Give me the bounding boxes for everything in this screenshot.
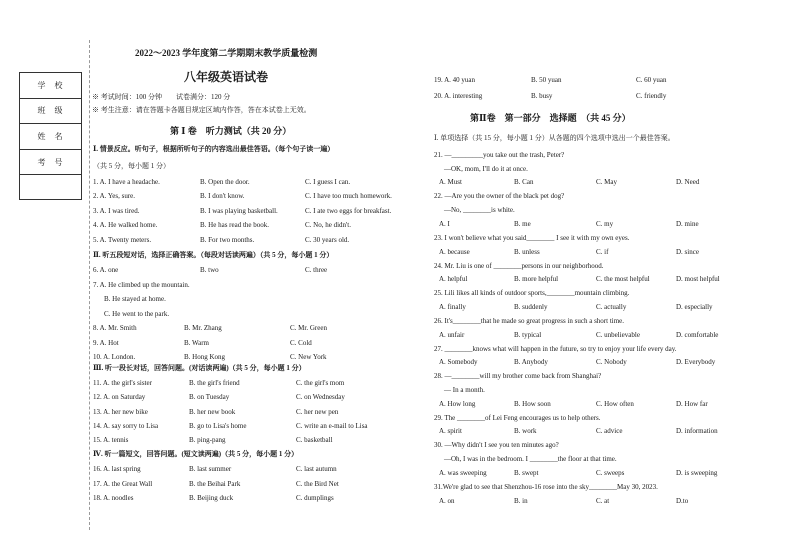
mc-28-opt-d[interactable]: D. How far	[676, 399, 708, 408]
mc-24-opt-d[interactable]: D. most helpful	[676, 275, 720, 284]
sec4-q-1-opt-b[interactable]: B. last summer	[189, 465, 232, 473]
mc-23-opt-a[interactable]: A. because	[439, 247, 470, 256]
mc-31-opt-a[interactable]: A. on	[439, 496, 455, 505]
mc-26-opt-a[interactable]: A. unfair	[439, 330, 465, 339]
q20-opt-a[interactable]: 20. A. interesting	[434, 92, 483, 100]
mc-22-opt-b[interactable]: B. me	[514, 219, 531, 228]
sec1-title: Ⅰ. 情景反应。听句子，根据所听句子的内容选出最佳答语。（每个句子读一遍）	[93, 145, 335, 153]
sec1-q-2-opt-a[interactable]: 2. A. Yes, sure.	[93, 192, 136, 201]
sec4-q-1-opt-a[interactable]: 16. A. last spring	[93, 465, 141, 473]
sec2-q-3-opt-b[interactable]: B. Hong Kong	[184, 353, 226, 361]
sec1-q-5-opt-b[interactable]: B. For two months.	[200, 235, 255, 244]
sec3-q-4-opt-c[interactable]: C. write an e-mail to Lisa	[296, 421, 368, 430]
sec4-q-2-opt-a[interactable]: 17. A. the Great Wall	[93, 479, 153, 488]
mc-stem-22: 22. —Are you the owner of the black pet dog?	[434, 192, 565, 201]
sec1-points: （共 5 分，每小题 1 分）	[93, 162, 170, 170]
school-field[interactable]: 学校	[20, 73, 81, 99]
binding-line	[89, 40, 90, 530]
mc-26-opt-d[interactable]: D. comfortable	[676, 330, 719, 339]
mc-22-opt-a[interactable]: A. I	[439, 219, 450, 228]
student-info-box	[19, 72, 82, 200]
mc-stem-31: 31.We're glad to see that Shenzhou-16 rose into the sky________May 30, 2023.	[434, 482, 658, 491]
mc-24-opt-c[interactable]: C. the most helpful	[596, 275, 650, 284]
exam-number-field[interactable]: 考号	[20, 150, 81, 176]
exam-note-instruction: ※ 考生注意：请在答题卡各题目规定区域内作答，答在本试卷上无效。	[92, 106, 311, 114]
sec2-title: Ⅱ. 听五段短对话，选择正确答案。（每段对话读两遍）（共 5 分，每小题 1 分）	[93, 251, 334, 259]
mc-29-opt-c[interactable]: C. advice	[596, 427, 623, 436]
sec1-q-4-opt-a[interactable]: 4. A. He walked home.	[93, 221, 158, 230]
mc-21-opt-b[interactable]: B. Can	[514, 178, 534, 187]
sec1-q-3-opt-a[interactable]: 3. A. I was tired.	[93, 206, 140, 215]
mc-23-opt-c[interactable]: C. if	[596, 247, 609, 256]
sec1-q-4-opt-c[interactable]: C. No, he didn't.	[305, 221, 351, 230]
sec3-q-3-opt-c[interactable]: C. her new pen	[296, 407, 339, 416]
mc-24-opt-b[interactable]: B. more helpful	[514, 275, 559, 284]
sec3-q-5-opt-b[interactable]: B. ping-pang	[189, 436, 226, 445]
sec3-q-3-opt-a[interactable]: 13. A. her new bike	[93, 407, 148, 416]
mc-stem-24: 24. Mr. Liu is one of ________persons in our neighborhood.	[434, 261, 604, 270]
sec1-q-2-opt-b[interactable]: B. I don't know.	[200, 192, 245, 201]
exam-title: 2022～2023 学年度第二学期期末教学质量检测	[135, 48, 318, 58]
mc-intro: Ⅰ. 单项选择（共 15 分，每小题 1 分）从各题的四个选项中选出一个最佳答案。	[434, 134, 675, 142]
mc-27-opt-a[interactable]: A. Somebody	[439, 358, 478, 367]
sec1-q-5-opt-a[interactable]: 5. A. Twenty meters.	[93, 235, 152, 244]
sec2-q-1-opt-b[interactable]: B. Mr. Zhang	[184, 324, 222, 332]
q7-a[interactable]: 7. A. He climbed up the mountain.	[93, 281, 190, 289]
mc-30-opt-a[interactable]: A. was sweeping	[439, 468, 487, 477]
mc-stem2-22: —No, ________is white.	[444, 206, 515, 215]
q19-opt-b[interactable]: B. 50 yuan	[531, 76, 562, 84]
sec2-q-2-opt-a[interactable]: 9. A. Hot	[93, 338, 119, 347]
mc-22-opt-d[interactable]: D. mine	[676, 219, 699, 228]
class-field[interactable]: 班级	[20, 99, 81, 125]
part2-title: 第Ⅱ卷 第一部分 选择题 （共 45 分）	[470, 113, 631, 123]
mc-29-opt-b[interactable]: B. work	[514, 427, 537, 436]
sec1-q-2-opt-c[interactable]: C. I have too much homework.	[305, 192, 392, 201]
sec4-q-3-opt-c[interactable]: C. dumplings	[296, 494, 334, 502]
mc-23-opt-d[interactable]: D. since	[676, 247, 699, 256]
sec2-q-3-opt-c[interactable]: C. New York	[290, 353, 327, 361]
sec4-q-1-opt-c[interactable]: C. last autumn	[296, 465, 337, 473]
sec4-q-3-opt-b[interactable]: B. Beijing duck	[189, 494, 234, 502]
sec4-q-2-opt-b[interactable]: B. the Beihai Park	[189, 479, 241, 488]
mc-23-opt-b[interactable]: B. unless	[514, 247, 540, 256]
blank-field	[20, 175, 81, 201]
sec1-q-1-opt-b[interactable]: B. Open the door.	[200, 178, 250, 186]
mc-21-opt-d[interactable]: D. Need	[676, 178, 700, 187]
q19-opt-c[interactable]: C. 60 yuan	[636, 76, 667, 84]
mc-stem-25: 25. Lili likes all kinds of outdoor sports,________mountain climbing.	[434, 289, 630, 298]
sec2-q-3-opt-a[interactable]: 10. A. London.	[93, 353, 136, 361]
mc-26-opt-c[interactable]: C. unbelievable	[596, 330, 640, 339]
mc-28-opt-c[interactable]: C. How often	[596, 399, 634, 408]
mc-28-opt-b[interactable]: B. How soon	[514, 399, 551, 408]
mc-stem-29: 29. The ________of Lei Feng encourages us to help others.	[434, 413, 601, 422]
q6-c[interactable]: C. three	[305, 266, 328, 274]
mc-stem-30: 30. —Why didn't I see you ten minutes ago?	[434, 441, 559, 450]
mc-stem-26: 26. It's________that he made so great progress in such a short time.	[434, 316, 625, 325]
sec1-q-1-opt-a[interactable]: 1. A. I have a headache.	[93, 178, 160, 186]
mc-stem-21: 21. —_________you take out the trash, Peter?	[434, 151, 565, 159]
q20-opt-c[interactable]: C. friendly	[636, 92, 667, 100]
sec1-q-3-opt-c[interactable]: C. I ate two eggs for breakfast.	[305, 206, 392, 215]
mc-31-opt-b[interactable]: B. in	[514, 496, 528, 505]
mc-21-opt-c[interactable]: C. May	[596, 178, 617, 187]
mc-27-opt-c[interactable]: C. Nobody	[596, 358, 627, 367]
sec1-q-3-opt-b[interactable]: B. I was playing basketball.	[200, 206, 278, 215]
mc-30-opt-c[interactable]: C. sweeps	[596, 468, 625, 477]
mc-25-opt-b[interactable]: B. suddenly	[514, 302, 548, 311]
q20-opt-b[interactable]: B. busy	[531, 92, 553, 100]
sec4-q-3-opt-a[interactable]: 18. A. noodles	[93, 494, 134, 502]
sec3-q-5-opt-c[interactable]: C. basketball	[296, 436, 333, 445]
sec3-q-3-opt-b[interactable]: B. her new book	[189, 407, 236, 416]
mc-26-opt-b[interactable]: B. typical	[514, 330, 542, 339]
mc-stem2-30: —Oh, I was in the bedroom. I ________the floor at that time.	[444, 455, 617, 464]
sec2-q-2-opt-c[interactable]: C. Cold	[290, 338, 312, 347]
mc-27-opt-b[interactable]: B. Anybody	[514, 358, 548, 367]
mc-21-opt-a[interactable]: A. Must	[439, 178, 462, 187]
mc-27-opt-d[interactable]: D. Everybody	[676, 358, 716, 367]
exam-note-time: ※ 考试时间：100 分钟 试卷满分：120 分	[92, 93, 231, 101]
mc-stem-28: 28. —________will my brother come back from Shanghai?	[434, 372, 602, 381]
mc-22-opt-c[interactable]: C. my	[596, 219, 614, 228]
sec3-title: Ⅲ. 听一段长对话，回答问题。(对话读两遍)（共 5 分，每小题 1 分）	[93, 364, 306, 372]
sec3-q-1-opt-b[interactable]: B. the girl's friend	[189, 379, 240, 387]
sec3-q-4-opt-b[interactable]: B. go to Lisa's home	[189, 421, 247, 430]
sec2-q-1-opt-a[interactable]: 8. A. Mr. Smith	[93, 324, 137, 332]
mc-24-opt-a[interactable]: A. helpful	[439, 275, 468, 284]
q7-b[interactable]: B. He stayed at home.	[104, 295, 166, 303]
name-field[interactable]: 姓名	[20, 124, 81, 150]
sec3-q-1-opt-a[interactable]: 11. A. the girl's sister	[93, 379, 152, 387]
mc-stem-27: 27. ________knows what will happen in the future, so try to enjoy your life every day.	[434, 344, 677, 353]
q6-b[interactable]: B. two	[200, 266, 219, 274]
sec3-q-2-opt-b[interactable]: B. on Tuesday	[189, 393, 230, 402]
mc-28-opt-a[interactable]: A. How long	[439, 399, 476, 408]
sec1-q-1-opt-c[interactable]: C. I guess I can.	[305, 178, 351, 186]
sec4-title: Ⅳ. 听一篇短文，回答问题。(短文读两遍)（共 5 分，每小题 1 分）	[93, 450, 299, 458]
mc-25-opt-c[interactable]: C. actually	[596, 302, 627, 311]
q6-a[interactable]: 6. A. one	[93, 266, 119, 274]
mc-29-opt-a[interactable]: A. spirit	[439, 427, 462, 436]
part1-title: 第 Ⅰ 卷 听力测试（共 20 分）	[170, 126, 292, 136]
mc-25-opt-a[interactable]: A. finally	[439, 302, 466, 311]
mc-stem-23: 23. I won't believe what you said________ I see it with my own eyes.	[434, 233, 630, 242]
sec1-q-5-opt-c[interactable]: C. 30 years old.	[305, 235, 350, 244]
mc-stem2-21: —OK, mom, I'll do it at once.	[444, 164, 528, 173]
mc-31-opt-c[interactable]: C. at	[596, 496, 610, 505]
sec3-q-1-opt-c[interactable]: C. the girl's mom	[296, 379, 345, 387]
sec4-q-2-opt-c[interactable]: C. the Bird Net	[296, 479, 339, 488]
sec3-q-2-opt-a[interactable]: 12. A. on Saturday	[93, 393, 146, 402]
sec1-q-4-opt-b[interactable]: B. He has read the book.	[200, 221, 270, 230]
mc-30-opt-d[interactable]: D. is sweeping	[676, 468, 718, 477]
sec2-q-2-opt-b[interactable]: B. Warm	[184, 338, 209, 347]
mc-30-opt-b[interactable]: B. swept	[514, 468, 539, 477]
sec3-q-2-opt-c[interactable]: C. on Wednesday	[296, 393, 345, 402]
mc-31-opt-d[interactable]: D.to	[676, 496, 689, 505]
sec2-q-1-opt-c[interactable]: C. Mr. Green	[290, 324, 327, 332]
mc-25-opt-d[interactable]: D. especially	[676, 302, 713, 311]
sec3-q-4-opt-a[interactable]: 14. A. say sorry to Lisa	[93, 421, 159, 430]
q19-opt-a[interactable]: 19. A. 40 yuan	[434, 76, 476, 84]
mc-stem2-28: — In a month.	[444, 386, 485, 394]
paper-title: 八年级英语试卷	[184, 70, 269, 84]
sec3-q-5-opt-a[interactable]: 15. A. tennis	[93, 436, 129, 445]
mc-29-opt-d[interactable]: D. information	[676, 427, 718, 436]
q7-c[interactable]: C. He went to the park.	[104, 310, 170, 318]
